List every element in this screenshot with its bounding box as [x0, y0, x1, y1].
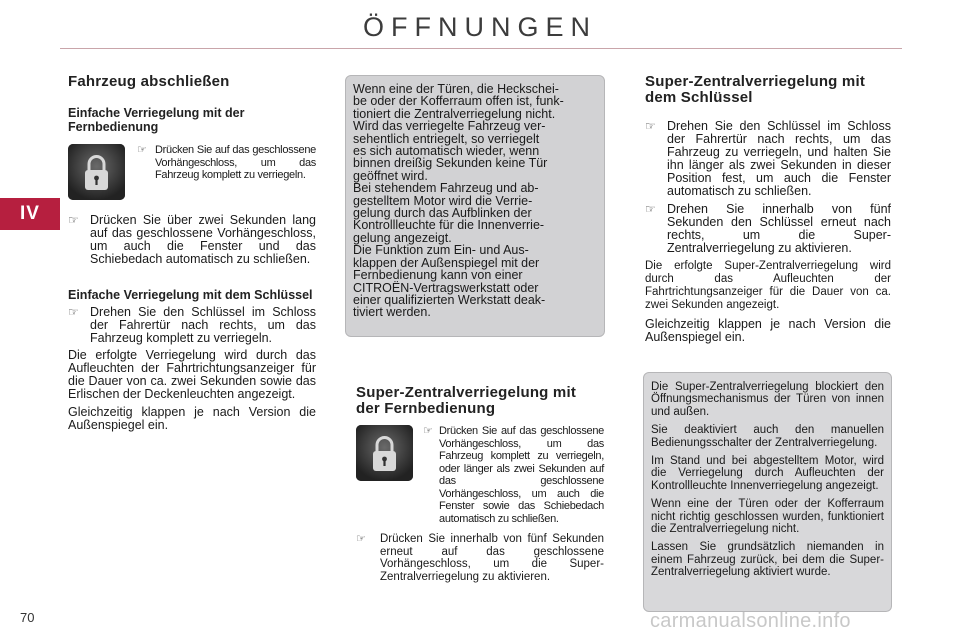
info-line: Kontrollleuchte für die Innenverrie-	[353, 218, 545, 233]
warning-paragraph: Wenn eine der Türen oder der Kofferraum nicht richtig geschlossen wurden, funktioniert die Zentralverriegelung nicht.	[651, 498, 884, 536]
info-line: binnen dreißig Sekunden keine Tür	[353, 156, 548, 171]
info-line: gelung angezeigt.	[353, 230, 452, 245]
info-line: gestelltem Motor wird die Verrie-	[353, 193, 533, 208]
column-right	[645, 74, 891, 344]
bullet-text: Drücken Sie über zwei Sekunden lang auf das geschlossene Vorhängeschloss, um auch die Fenster und das Schiebedach automatisch zu schließen.	[90, 213, 316, 266]
info-line: tiviert werden.	[353, 305, 431, 320]
pointing-hand-icon: ☞	[645, 202, 656, 216]
info-line: Fernbedienung kann von einer	[353, 268, 523, 283]
paragraph: Gleichzeitig klappen je nach Version die Außenspiegel ein.	[645, 317, 891, 344]
info-line: geöffnet wird.	[353, 168, 428, 183]
warning-paragraph: Die Super-Zentralverriegelung blockiert den Öffnungsmechanismus der Türen von innen und außen.	[651, 381, 884, 418]
paragraph: Die erfolgte Super-Zentralverriegelung wird durch das Aufleuchten der Fahrtrichtungsanzeiger für die Dauer von ca. zwei Sekunden angezeigt.	[645, 260, 891, 311]
bullet-item	[68, 306, 316, 345]
pointing-hand-icon: ☞	[137, 144, 147, 156]
warning-paragraph: Sie deaktiviert auch den manuellen Bedienungsschalter der Zentralverriegelung.	[651, 424, 884, 449]
info-line: CITROËN-Vertragswerkstatt oder	[353, 280, 539, 295]
info-line: gelung durch das Aufblinken der	[353, 206, 532, 221]
page-title: ÖFFNUNGEN	[363, 12, 597, 42]
info-line: Wird das verriegelte Fahrzeug ver-	[353, 119, 546, 134]
watermark: carmanualsonline.info	[650, 610, 851, 632]
paragraph: Die erfolgte Verriegelung wird durch das Aufleuchten der Fahrtrichtungsanzeiger für die Dauer von ca. zwei Sekunden sowie das Erlischen der Deckenleuchten angezeigt.	[68, 348, 316, 401]
bullet-text: Drücken Sie innerhalb von fünf Sekunden erneut auf das geschlossene Vorhängeschloss, um die Super-Zentralverriegelung zu aktivieren.	[380, 533, 604, 583]
subsection-heading: Einfache Verriegelung mit der Fernbedienung	[68, 106, 245, 134]
warning-paragraph: Lassen Sie grundsätzlich niemanden in einem Fahrzeug zurück, bei dem die Super-Zentralverriegelung aktiviert wurde.	[651, 541, 884, 579]
subsection-heading: Einfache Verriegelung mit dem Schlüssel	[68, 288, 313, 302]
info-line: es sich automatisch wieder, wenn	[353, 144, 540, 159]
section-heading: Fahrzeug abschließen	[68, 73, 230, 90]
bullet-text: Drehen Sie den Schlüssel im Schloss der Fahrertür nach rechts, um das Fahrzeug komplett zu verriegeln.	[90, 305, 316, 345]
pointing-hand-icon: ☞	[645, 119, 656, 133]
bullet-item	[356, 533, 604, 583]
column-left	[68, 74, 316, 432]
bullet-item	[645, 203, 891, 255]
pointing-hand-icon: ☞	[423, 425, 433, 437]
info-line: sehentlich entriegelt, so verriegelt	[353, 131, 540, 146]
bullet-item	[423, 425, 604, 525]
bullet-item	[645, 120, 891, 198]
remote-instruction	[356, 425, 604, 525]
column-middle	[356, 385, 604, 583]
bullet-text: Drücken Sie auf das geschlossene Vorhängeschloss, um das Fahrzeug komplett zu verriegeln.	[155, 144, 316, 181]
info-line: Die Funktion zum Ein- und Aus-	[353, 243, 529, 258]
pointing-hand-icon: ☞	[68, 305, 79, 319]
bullet-item	[68, 214, 316, 266]
bullet-text: Drehen Sie innerhalb von fünf Sekunden den Schlüssel erneut nach rechts, um die Super-Zentralverriegelung zu aktivieren.	[667, 202, 891, 255]
pointing-hand-icon: ☞	[68, 213, 79, 227]
bullet-text: Drücken Sie auf das geschlossene Vorhängeschloss, um das Fahrzeug komplett zu verriegeln, oder länger als zwei Sekunden auf das geschlossene Vorhängeschloss, um auch die Fenster sowie das Schiebedach automatisch zu schließen.	[439, 425, 604, 525]
warning-box	[643, 372, 892, 612]
paragraph: Gleichzeitig klappen je nach Version die Außenspiegel ein.	[68, 405, 316, 432]
warning-paragraph: Im Stand und bei abgestelltem Motor, wird die Verriegelung durch Aufleuchten der Kontrollleuchte Innenverriegelung angezeigt.	[651, 455, 884, 492]
section-heading: Super-Zentralverriegelung mit der Fernbedienung	[356, 384, 577, 417]
pointing-hand-icon: ☞	[356, 533, 366, 545]
bullet-text: Drehen Sie den Schlüssel im Schloss der Fahrertür nach rechts, um das Fahrzeug zu verriegeln, und halten Sie ihn länger als zwei Sekunden in dieser Position fest, um auch die Fenster automatisch zu schließen.	[667, 119, 891, 198]
info-box	[345, 75, 605, 337]
info-line: tioniert die Zentralverriegelung nicht.	[353, 106, 556, 121]
info-line: klappen der Außenspiegel mit der	[353, 255, 540, 270]
info-line: Bei stehendem Fahrzeug und ab-	[353, 181, 539, 196]
info-line: be oder der Kofferraum offen ist, funk-	[353, 94, 564, 109]
section-heading: Super-Zentralverriegelung mit dem Schlüssel	[645, 73, 866, 106]
page-number: 70	[20, 610, 35, 625]
remote-key-lock-icon	[356, 425, 413, 481]
info-line: Wenn eine der Türen, die Heckschei-	[353, 82, 559, 96]
chapter-tab: IV	[0, 198, 60, 230]
bullet-item	[137, 144, 316, 182]
title-divider	[60, 48, 902, 49]
info-line: einer qualifizierten Werkstatt deak-	[353, 292, 546, 307]
remote-instruction	[68, 144, 316, 200]
remote-key-lock-icon	[68, 144, 125, 200]
